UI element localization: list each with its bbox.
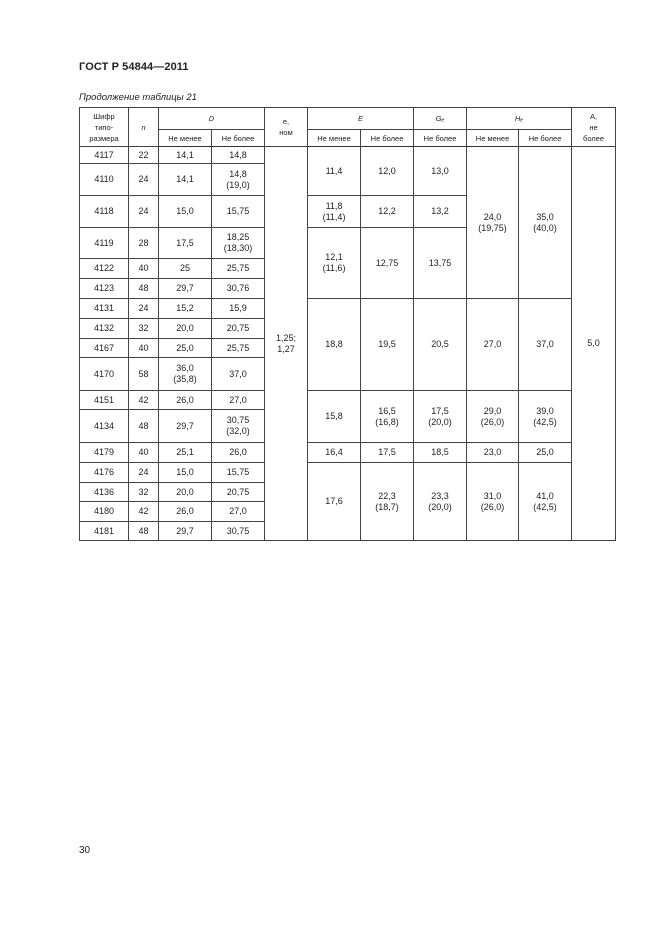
cell-ge: 23,3 (20,0) [414,463,467,541]
cell-n: 24 [129,463,159,483]
dimensions-table [79,107,616,541]
cell-e-min: 16,4 [308,443,361,463]
table-row [80,147,616,164]
cell-d-max: 18,25 (18,30) [212,228,265,259]
cell-ge: 17,5 (20,0) [414,391,467,443]
cell-d-max: 20,75 [212,483,265,502]
cell-n: 48 [129,279,159,299]
header-he-max: Не более [519,130,572,147]
cell-ge: 13,75 [414,228,467,299]
cell-e-min: 12,1 (11,6) [308,228,361,299]
cell-he-max: 35,0 (40,0) [519,147,572,299]
cell-d-min: 25,1 [159,443,212,463]
cell-code: 4180 [80,502,129,522]
cell-n: 42 [129,391,159,410]
cell-d-min: 29,7 [159,279,212,299]
cell-e-max: 12,0 [361,147,414,196]
header-d-min: Не менее [159,130,212,147]
header-e-max: Не более [361,130,414,147]
cell-d-min: 36,0 (35,8) [159,358,212,391]
cell-he-min: 27,0 [467,299,519,391]
cell-code: 4167 [80,339,129,358]
table-row [80,443,616,463]
cell-d-min: 14,1 [159,164,212,196]
cell-d-max: 27,0 [212,502,265,522]
table-row [80,463,616,483]
cell-d-min: 15,0 [159,463,212,483]
header-ge: Gₑ [414,108,467,130]
cell-code: 4131 [80,299,129,319]
cell-e-min: 17,6 [308,463,361,541]
cell-d-max: 15,75 [212,463,265,483]
cell-n: 24 [129,299,159,319]
header-he: Hₑ [467,108,572,130]
header-e-min: Не менее [308,130,361,147]
page-number: 30 [79,845,91,856]
header-d: D [159,108,265,130]
cell-d-max: 14,8 (19,0) [212,164,265,196]
cell-d-min: 26,0 [159,391,212,410]
cell-d-min: 25,0 [159,339,212,358]
cell-code: 4132 [80,319,129,339]
header-he-min: Не менее [467,130,519,147]
cell-n: 48 [129,522,159,541]
cell-e-max: 17,5 [361,443,414,463]
cell-n: 32 [129,319,159,339]
header-a: A, не более [572,108,616,147]
table-caption: Продолжение таблицы 21 [79,92,197,103]
cell-ge: 20,5 [414,299,467,391]
table-row [80,299,616,319]
cell-e-max: 19,5 [361,299,414,391]
cell-e-min: 11,8 (11,4) [308,196,361,228]
cell-n: 22 [129,147,159,164]
cell-he-min: 29,0 (26,0) [467,391,519,443]
cell-n: 28 [129,228,159,259]
cell-d-min: 20,0 [159,483,212,502]
cell-e-max: 16,5 (16,8) [361,391,414,443]
cell-code: 4119 [80,228,129,259]
cell-n: 24 [129,196,159,228]
header-e: e, ном [265,108,308,147]
cell-d-max: 15,9 [212,299,265,319]
cell-d-max: 30,75 (32,0) [212,410,265,443]
cell-d-max: 27,0 [212,391,265,410]
cell-d-min: 15,2 [159,299,212,319]
cell-ge: 13,0 [414,147,467,196]
cell-d-min: 25 [159,259,212,279]
cell-code: 4181 [80,522,129,541]
cell-code: 4170 [80,358,129,391]
cell-n: 42 [129,502,159,522]
header-code: Шифр типо- размера [80,108,129,147]
cell-he-max: 37,0 [519,299,572,391]
cell-n: 40 [129,443,159,463]
cell-n: 58 [129,358,159,391]
cell-he-max: 39,0 (42,5) [519,391,572,443]
cell-d-min: 14,1 [159,147,212,164]
cell-code: 4110 [80,164,129,196]
cell-n: 40 [129,259,159,279]
cell-e-min: 18,8 [308,299,361,391]
cell-code: 4117 [80,147,129,164]
cell-d-min: 20,0 [159,319,212,339]
cell-d-min: 26,0 [159,502,212,522]
cell-n: 32 [129,483,159,502]
cell-he-min: 23,0 [467,443,519,463]
cell-e-max: 22,3 (18,7) [361,463,414,541]
cell-d-min: 29,7 [159,522,212,541]
cell-d-max: 30,76 [212,279,265,299]
header-d-max: Не более [212,130,265,147]
cell-d-max: 14,8 [212,147,265,164]
cell-code: 4118 [80,196,129,228]
cell-e-min: 15,8 [308,391,361,443]
cell-he-min: 31,0 (26,0) [467,463,519,541]
header-ge-max: Не более [414,130,467,147]
cell-code: 4122 [80,259,129,279]
cell-code: 4136 [80,483,129,502]
cell-he-max: 25,0 [519,443,572,463]
cell-ge: 18,5 [414,443,467,463]
cell-code: 4176 [80,463,129,483]
cell-code: 4151 [80,391,129,410]
cell-e-max: 12,75 [361,228,414,299]
header-big-e: E [308,108,414,130]
cell-d-max: 26,0 [212,443,265,463]
cell-d-max: 25,75 [212,259,265,279]
cell-code: 4134 [80,410,129,443]
cell-d-min: 17,5 [159,228,212,259]
cell-d-max: 15,75 [212,196,265,228]
table-row [80,391,616,410]
cell-d-max: 25,75 [212,339,265,358]
cell-e-nominal: 1,25; 1,27 [265,147,308,541]
cell-d-min: 29,7 [159,410,212,443]
header-n: n [129,108,159,147]
cell-n: 40 [129,339,159,358]
cell-d-max: 30,75 [212,522,265,541]
cell-e-max: 12,2 [361,196,414,228]
cell-d-max: 20,75 [212,319,265,339]
cell-d-max: 37,0 [212,358,265,391]
cell-d-min: 15,0 [159,196,212,228]
cell-n: 24 [129,164,159,196]
cell-n: 48 [129,410,159,443]
cell-e-min: 11,4 [308,147,361,196]
cell-code: 4123 [80,279,129,299]
cell-code: 4179 [80,443,129,463]
cell-a: 5,0 [572,147,616,541]
cell-he-max: 41,0 (42,5) [519,463,572,541]
document-header: ГОСТ Р 54844—2011 [79,61,189,73]
cell-ge: 13,2 [414,196,467,228]
cell-he-min: 24,0 (19,75) [467,147,519,299]
